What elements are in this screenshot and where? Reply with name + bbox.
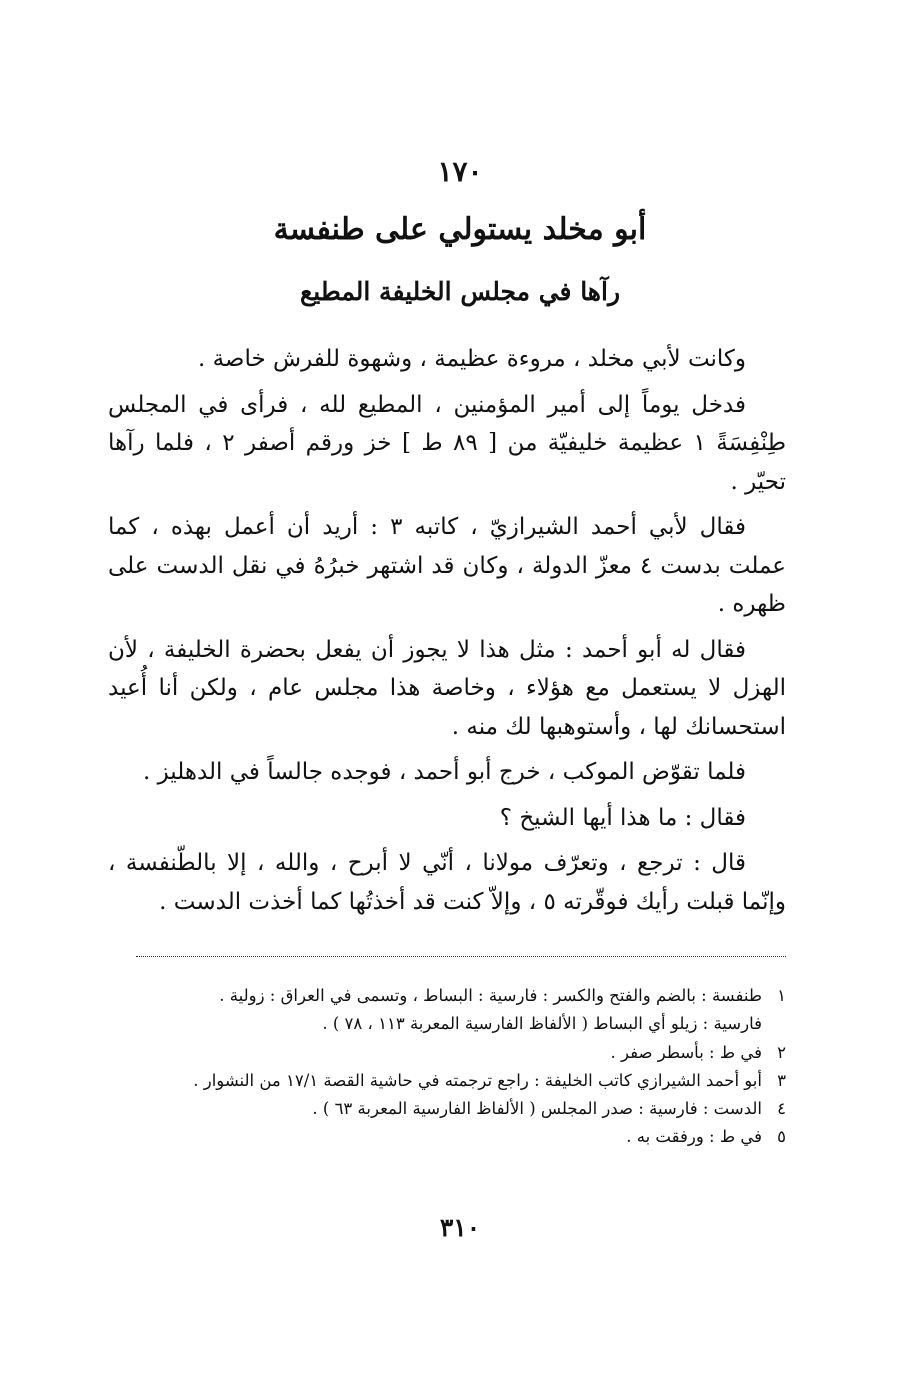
story-title: أبو مخلد يستولي على طنفسة [273,212,647,247]
footnote-number: ٤ [777,1099,786,1119]
body-paragraph: قال : ترجع ، وتعرّف مولانا ، أنّي لا أبرح ، والله ، إلا بالطّنفسة ، وإنّما قبلت رأيك فوقّرته ٥ ، وإلاّ كنت قد أخذتُها كما أخذت الدست . [108,850,786,915]
footnote-number: ٢ [777,1042,786,1062]
footnote [108,1123,786,1151]
footnote-text: فارسية : زيلو أي البساط ( الألفاظ الفارسية المعربة ١١٣ ، ٧٨ ) . [322,1014,762,1034]
footnote [108,982,786,1010]
body-paragraph: فقال : ما هذا أيها الشيخ ؟ [499,804,746,831]
footnote-text: في ط : بأسطر صفر . [610,1042,762,1062]
footnote [108,1067,786,1095]
body-paragraph: فقال لأبي أحمد الشيرازيّ ، كاتبه ٣ : أريد أن أعمل بهذه ، كما عملت بدست ٤ معزّ الدولة ، وكان قد اشتهر خبرُهُ في نقل الدست على ظهره . [108,514,786,617]
footnote-number: ٥ [777,1127,786,1147]
footnote-number: ١ [777,986,786,1005]
footnotes [108,982,786,1152]
footnote-continuation [108,1010,786,1038]
body-paragraph: وكانت لأبي مخلد ، مروءة عظيمة ، وشهوة للفرش خاصة . [197,346,746,372]
footnote-text: أبو أحمد الشيرازي كاتب الخليفة : راجع ترجمته في حاشية القصة ١٧/١ من النشوار . [193,1070,762,1090]
footnote-text: الدست : فارسية : صدر المجلس ( الألفاظ الفارسية المعربة ٦٣ ) . [312,1099,762,1119]
footnote [108,1095,786,1123]
footnote-text: في ط : ورفقت به . [626,1127,762,1147]
footnote-divider [136,956,786,957]
body-paragraph: فقال له أبو أحمد : مثل هذا لا يجوز أن يفعل بحضرة الخليفة ، لأن الهزل لا يستعمل مع هؤلاء ، وخاصة هذا مجلس عام ، ولكن أنا أُعيد استحسانك لها ، وأستوهبها لك منه . [108,636,786,740]
body-paragraph: فلما تقوّض الموكب ، خرج أبو أحمد ، فوجده جالساً في الدهليز . [142,759,746,785]
body-paragraph: فدخل يوماً إلى أمير المؤمنين ، المطيع لله ، فرأى في المجلس طِنْفِسَةً ١ عظيمة خليفيّة من [ ٨٩ ط ] خز ورقم أصفر ٢ ، فلما رآها تحيّر . [108,391,787,495]
story-body [108,340,786,928]
footnote-number: ٣ [777,1070,786,1090]
footnote-text: طنفسة : بالضم والفتح والكسر : فارسية : البساط ، وتسمى في العراق : زولية . [219,986,762,1005]
story-number: ١٧٠ [437,155,483,188]
footnote [108,1039,786,1067]
story-subtitle: رآها في مجلس الخليفة المطيع [299,277,621,306]
page-number: ٣١٠ [439,1213,481,1242]
